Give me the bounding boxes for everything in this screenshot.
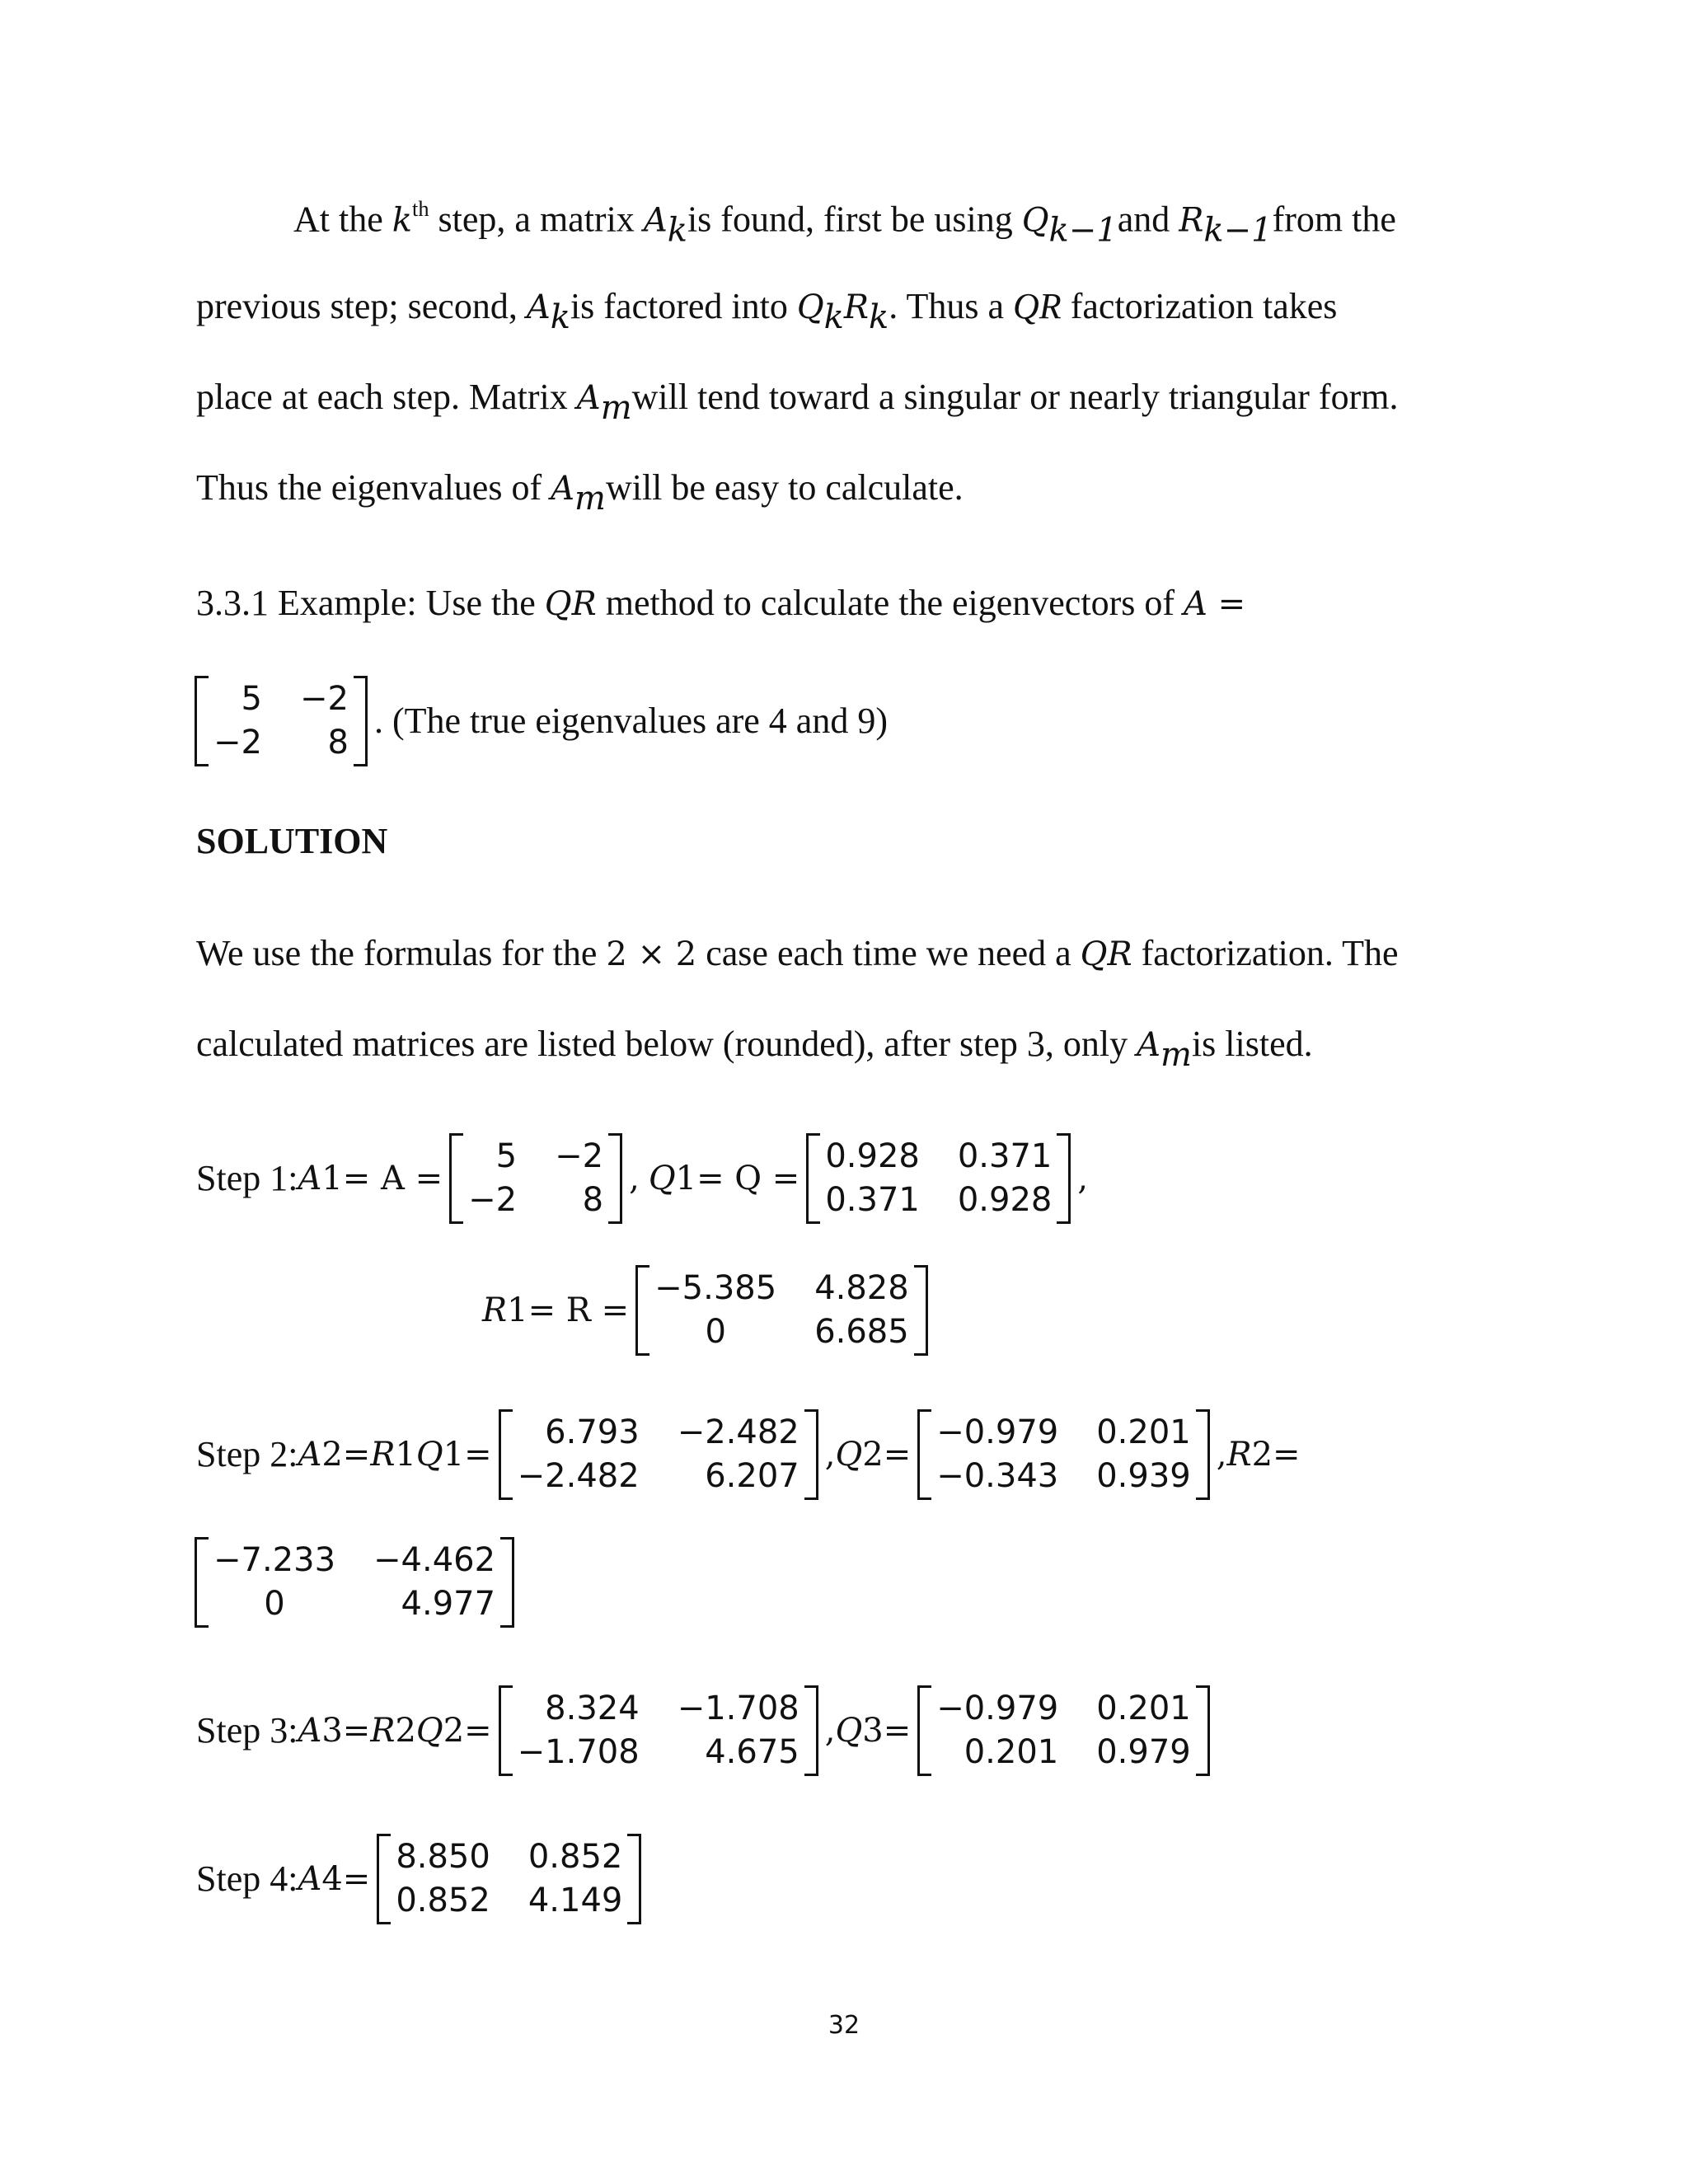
matrix-A4 (377, 1834, 641, 1924)
math-sub: 4 (321, 1859, 343, 1898)
math-Q: Q (796, 288, 824, 326)
matrix-Q1 (806, 1133, 1071, 1224)
matrix-cell: 0.852 (396, 1881, 490, 1919)
step-3-line (196, 1685, 1217, 1776)
equals-expression: = A = (342, 1159, 443, 1197)
matrix-A (195, 676, 368, 766)
matrix-cell: 0.979 (1096, 1732, 1191, 1771)
math-Q: Q (835, 1435, 863, 1474)
matrix-cell: −5.385 (654, 1269, 777, 1307)
matrix-cell: 4.828 (814, 1269, 909, 1307)
math-R: R (482, 1291, 508, 1329)
math-sub: k−1 (1048, 211, 1118, 250)
solution-line-2 (196, 1024, 1313, 1074)
matrix-cell: 0 (264, 1584, 285, 1623)
math-A: A (576, 379, 601, 417)
solution-line-1 (196, 935, 1399, 972)
matrix-cells (391, 1834, 627, 1924)
step-4-line (196, 1834, 648, 1924)
matrix-cells (463, 1133, 608, 1224)
solution-heading: SOLUTION (196, 821, 388, 861)
paragraph-line-1 (293, 196, 1396, 250)
text: 3.3.1 Example: Use the (196, 583, 545, 623)
matrix-cell: −2.482 (517, 1456, 640, 1495)
matrix-cell: 0.201 (964, 1732, 1059, 1771)
math-sub: 1 (443, 1435, 465, 1474)
math-Q: Q (415, 1711, 443, 1750)
math-A: A (298, 1159, 322, 1197)
text: will be easy to calculate. (605, 467, 964, 508)
matrix-cells (649, 1265, 914, 1356)
math-Q: Q (415, 1435, 443, 1474)
matrix-cell: 0.201 (1096, 1413, 1191, 1451)
step-label: Step 2: (196, 1434, 298, 1475)
matrix-Q3 (917, 1685, 1210, 1776)
matrix-cell: 5 (241, 680, 262, 718)
math-sub: 2 (443, 1711, 465, 1750)
text: factorization. The (1132, 933, 1399, 973)
bracket-right (354, 676, 368, 766)
math-QR: QR (1013, 286, 1062, 326)
text: is listed. (1191, 1024, 1313, 1064)
bracket-right (627, 1834, 641, 1924)
text: calculated matrices are listed below (rounded), after step 3, only (196, 1024, 1137, 1064)
math-sub: 3 (321, 1711, 343, 1750)
equals-sign: = (1207, 585, 1246, 623)
bracket-left (377, 1834, 391, 1924)
matrix-Q2 (917, 1409, 1210, 1500)
math-sub: 2 (395, 1711, 416, 1750)
text: place at each step. Matrix (196, 377, 577, 417)
text: factorization takes (1061, 286, 1338, 326)
step-label: Step 4: (196, 1858, 298, 1900)
text: At the (293, 199, 392, 240)
matrix-cell: 4.675 (705, 1732, 799, 1771)
bracket-right (1196, 1685, 1210, 1776)
math-Q: Q (1021, 201, 1049, 240)
text: . Thus a (889, 286, 1014, 326)
bracket-left (917, 1409, 931, 1500)
text: previous step; second, (196, 286, 527, 326)
math-A: A (1184, 585, 1207, 623)
math-R: R (370, 1711, 396, 1750)
math-sub: 3 (862, 1711, 884, 1750)
comma: , (824, 1435, 836, 1474)
text: step, a matrix (429, 199, 644, 240)
matrix-cell: 8 (327, 723, 349, 762)
matrix-A1 (449, 1133, 622, 1224)
bracket-right (608, 1133, 622, 1224)
bracket-left (499, 1409, 513, 1500)
bracket-left (499, 1685, 513, 1776)
math-sub: k−1 (1203, 211, 1273, 250)
step-2-line (196, 1409, 1301, 1500)
math-sub: m (574, 480, 606, 518)
comma: , (629, 1159, 640, 1197)
math-R: R (1179, 201, 1204, 240)
matrix-cell: 8.850 (396, 1838, 490, 1876)
paragraph-line-3 (196, 377, 1399, 427)
matrix-cell: −0.343 (936, 1456, 1059, 1495)
paragraph-line-4 (196, 467, 964, 518)
equals-sign: = (883, 1435, 912, 1474)
math-R: R (1226, 1435, 1252, 1474)
math-A: A (1137, 1026, 1160, 1064)
math-dimension: 2 × 2 (606, 935, 697, 973)
matrix-cell: 0.939 (1096, 1456, 1191, 1495)
step-2-r-line (188, 1537, 521, 1628)
example-matrix-line (188, 676, 888, 766)
math-A: A (643, 201, 668, 240)
matrix-cell: −2 (555, 1137, 604, 1175)
bracket-left (195, 676, 209, 766)
math-Q: Q (648, 1159, 676, 1197)
matrix-cell: 0 (705, 1312, 726, 1351)
equals-sign: = (1273, 1435, 1301, 1474)
math-sub: 2 (321, 1435, 343, 1474)
equals-expression: = R = (528, 1291, 630, 1329)
matrix-cell: −2 (213, 723, 262, 762)
math-sub: 2 (862, 1435, 884, 1474)
text: from the (1272, 199, 1396, 240)
equals-sign: = (883, 1711, 912, 1750)
matrix-cell: 4.149 (528, 1881, 623, 1919)
text: will tend toward a singular or nearly triangular form. (631, 377, 1399, 417)
matrix-cells (931, 1685, 1196, 1776)
matrix-cells (931, 1409, 1196, 1500)
matrix-cell: 0.928 (957, 1180, 1053, 1219)
matrix-cell: 0.371 (825, 1180, 920, 1219)
bracket-left (806, 1133, 820, 1224)
text: case each time we need a (696, 933, 1081, 973)
step-label: Step 3: (196, 1710, 298, 1751)
math-sub: m (600, 389, 632, 427)
math-QR: QR (1080, 935, 1132, 973)
step-label: Step 1: (196, 1158, 298, 1199)
matrix-cells (513, 1685, 804, 1776)
matrix-cell: 6.685 (814, 1312, 909, 1351)
bracket-right (804, 1685, 818, 1776)
matrix-cell: −0.979 (936, 1413, 1059, 1451)
bracket-left (635, 1265, 649, 1356)
matrix-R2 (195, 1537, 514, 1628)
paragraph-line-2 (196, 288, 1337, 334)
math-A: A (298, 1435, 322, 1474)
math-sub: k (550, 298, 570, 336)
matrix-A2 (499, 1409, 818, 1500)
comma: , (824, 1711, 836, 1750)
math-A: A (551, 470, 574, 508)
matrix-cell: −7.233 (213, 1541, 336, 1579)
text: . (The true eigenvalues are 4 and 9) (373, 701, 888, 742)
matrix-cell: 8.324 (545, 1690, 640, 1727)
matrix-cells (209, 1537, 500, 1628)
math-A: A (298, 1859, 322, 1898)
text: is factored into (570, 286, 797, 326)
math-A: A (298, 1711, 322, 1750)
bracket-right (1057, 1133, 1071, 1224)
math-sub: k (869, 298, 889, 336)
math-k: k (392, 201, 413, 240)
text: is found, first be using (687, 199, 1022, 240)
equals-sign: = (464, 1711, 492, 1750)
comma: , (1216, 1435, 1227, 1474)
matrix-cell: −2.482 (677, 1413, 799, 1451)
matrix-cell: 8 (582, 1180, 604, 1219)
bracket-left (449, 1133, 463, 1224)
math-sub: 1 (321, 1159, 343, 1197)
math-Q: Q (835, 1711, 863, 1750)
step-1-r-line (482, 1265, 935, 1356)
matrix-cell: −1.708 (517, 1732, 640, 1771)
math-sub: k (823, 298, 844, 336)
comma: , (1077, 1159, 1089, 1197)
bracket-right (1196, 1409, 1210, 1500)
bracket-left (195, 1537, 209, 1628)
matrix-cell: 0.928 (825, 1137, 920, 1175)
matrix-R1 (635, 1265, 928, 1356)
matrix-cell: 0.371 (957, 1137, 1053, 1175)
math-A: A (526, 288, 551, 326)
matrix-cell: 6.207 (705, 1456, 799, 1495)
equals-expression: = Q = (696, 1159, 800, 1197)
math-R: R (370, 1435, 396, 1474)
step-1-line (196, 1133, 1088, 1224)
text: We use the formulas for the (196, 933, 607, 973)
math-QR: QR (544, 585, 597, 623)
matrix-cell: −0.979 (936, 1690, 1059, 1727)
matrix-cells (209, 676, 354, 766)
matrix-cell: 6.793 (545, 1413, 640, 1451)
bracket-right (500, 1537, 514, 1628)
matrix-cell: 5 (495, 1137, 518, 1175)
math-R: R (843, 288, 870, 326)
math-sub: 1 (395, 1435, 416, 1474)
math-sub: m (1160, 1036, 1192, 1074)
math-sub: 1 (507, 1291, 528, 1329)
matrix-cells (820, 1133, 1057, 1224)
equals-sign: = (464, 1435, 492, 1474)
bracket-right (914, 1265, 928, 1356)
matrix-cell: −1.708 (677, 1690, 799, 1727)
matrix-cell: 4.977 (401, 1584, 496, 1623)
superscript-th: th (412, 196, 429, 221)
matrix-cell: 0.201 (1096, 1690, 1191, 1727)
equals-sign: = (342, 1435, 371, 1474)
bracket-left (917, 1685, 931, 1776)
page-number: 32 (828, 2011, 860, 2040)
text: and (1117, 199, 1179, 240)
matrix-A3 (499, 1685, 818, 1776)
matrix-cell: −2 (468, 1180, 518, 1219)
matrix-cell: −2 (299, 680, 349, 718)
example-line-1 (196, 585, 1245, 621)
math-sub: 2 (1251, 1435, 1273, 1474)
equals-sign: = (342, 1711, 371, 1750)
text: method to calculate the eigenvectors of (596, 583, 1184, 623)
equals-sign: = (342, 1859, 371, 1898)
text: Thus the eigenvalues of (196, 467, 551, 508)
bracket-right (804, 1409, 818, 1500)
matrix-cells (513, 1409, 804, 1500)
matrix-cell: 0.852 (528, 1838, 623, 1876)
matrix-cell: −4.462 (373, 1541, 496, 1579)
math-sub: k (667, 211, 687, 250)
math-sub: 1 (675, 1159, 697, 1197)
